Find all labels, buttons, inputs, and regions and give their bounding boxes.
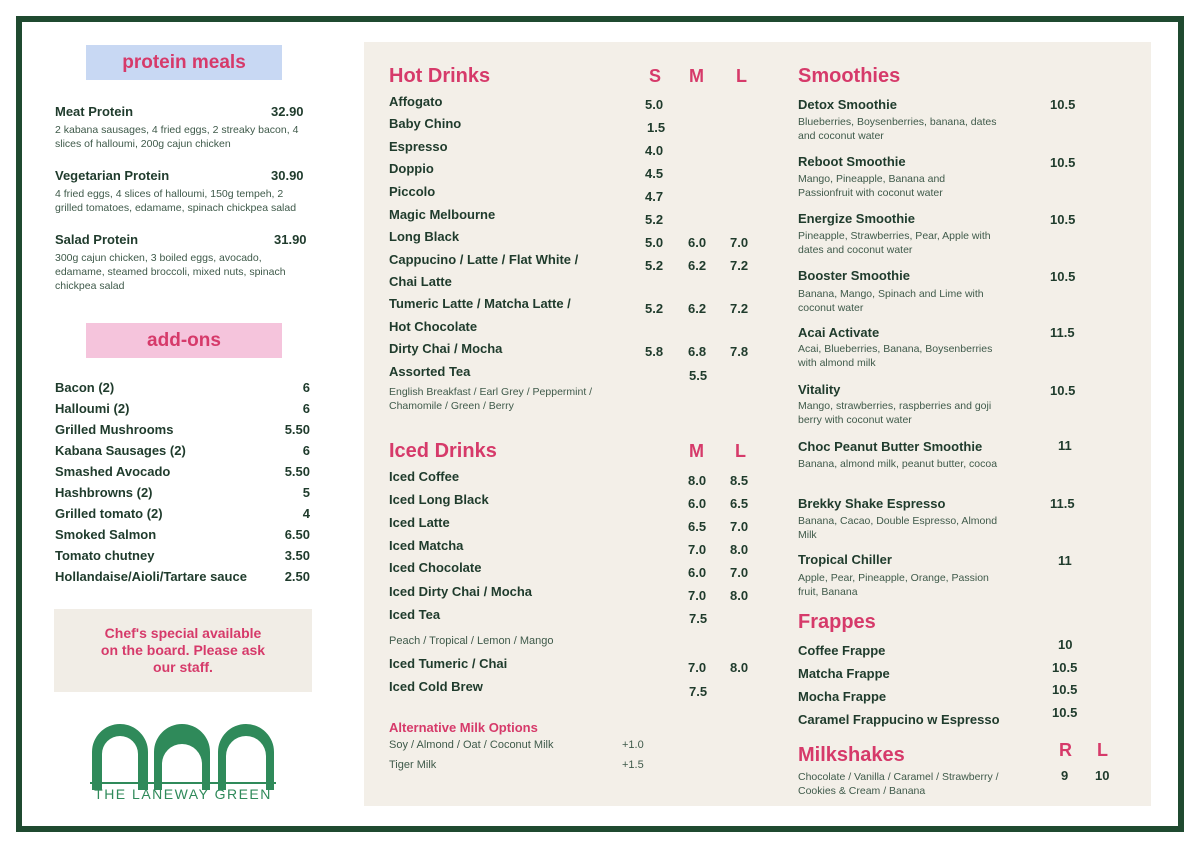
drink-name: Iced Latte (389, 515, 450, 530)
smoothie-description: Banana, almond milk, peanut butter, cocoa (798, 458, 998, 470)
smoothie-price: 10.5 (1050, 97, 1076, 112)
smoothie-price: 11.5 (1050, 496, 1075, 511)
price-s: 5.0 (645, 235, 664, 250)
special-line: on the board. Please ask (100, 642, 266, 658)
drink-name: Iced Cold Brew (389, 679, 483, 694)
drink-name: Iced Matcha (389, 538, 464, 553)
smoothie-name: Choc Peanut Butter Smoothie (798, 439, 983, 454)
smoothie-price: 10.5 (1050, 212, 1076, 227)
price-s: 5.2 (645, 301, 664, 316)
addon-price: 6 (302, 380, 310, 395)
alt-milk-price: +1.0 (622, 739, 644, 751)
price-l: 8.0 (730, 588, 749, 603)
smoothie-description: Mango, strawberries, raspberries and goji berry with coconut water (798, 400, 992, 426)
smoothies-title: Smoothies (798, 65, 901, 87)
frappe-price: 10.5 (1052, 660, 1078, 675)
price-l: 6.5 (730, 496, 749, 511)
drink-name: Iced Dirty Chai / Mocha (389, 584, 533, 599)
smoothie-name: Brekky Shake Espresso (798, 496, 946, 511)
addon-name: Bacon (2) (55, 380, 115, 395)
price-l: 7.0 (730, 565, 749, 580)
smoothie-description: Apple, Pear, Pineapple, Orange, Passion fruit, Banana (798, 572, 989, 598)
smoothie-description: Acai, Blueberries, Banana, Boysenberries with almond milk (798, 343, 993, 369)
price-m: 6.0 (688, 565, 707, 580)
size-header-r: R (1059, 740, 1072, 760)
smoothie-price: 11 (1058, 553, 1072, 568)
protein-meals-title: protein meals (86, 45, 282, 80)
frappe-name: Caramel Frappucino w Espresso (798, 712, 1000, 727)
price-l: 7.0 (730, 519, 749, 534)
price-s: 4.0 (645, 143, 664, 158)
price-s: 1.5 (647, 120, 666, 135)
smoothie-price: 10.5 (1050, 155, 1076, 170)
smoothie-name: Reboot Smoothie (798, 154, 906, 169)
drink-name: Iced Tea (389, 607, 441, 622)
addon-name: Grilled tomato (2) (55, 506, 163, 521)
smoothie-name: Vitality (798, 382, 841, 397)
size-header-l: L (735, 441, 746, 461)
alt-milk-name: Soy / Almond / Oat / Coconut Milk (389, 739, 554, 751)
size-header-m: M (689, 441, 704, 461)
price-l: 7.2 (730, 301, 749, 316)
meal-name: Meat Protein (55, 104, 134, 119)
iced-drinks-title: Iced Drinks (389, 440, 497, 462)
smoothie-name: Tropical Chiller (798, 552, 892, 567)
price-l: 8.0 (730, 660, 749, 675)
drink-name: Tumeric Latte / Matcha Latte / (389, 296, 571, 311)
alt-milk-price: +1.5 (622, 759, 644, 771)
addon-price: 2.50 (284, 569, 310, 584)
addon-name: Halloumi (2) (55, 401, 130, 416)
frappe-price: 10.5 (1052, 682, 1078, 697)
addons-title: add-ons (86, 323, 282, 358)
milkshake-description: Chocolate / Vanilla / Caramel / Strawberry / Cookies & Cream / Banana (798, 771, 999, 797)
tea-description: English Breakfast / Earl Grey / Peppermint / Chamomile / Green / Berry (389, 386, 593, 412)
addon-name: Kabana Sausages (2) (55, 443, 186, 458)
addon-price: 5.50 (284, 464, 310, 479)
drink-name: Hot Chocolate (389, 319, 478, 334)
frappes-title: Frappes (798, 611, 876, 633)
meal-price: 30.90 (271, 168, 304, 183)
drink-name: Cappucino / Latte / Flat White / (389, 252, 579, 267)
size-header-s: S (649, 66, 662, 86)
addon-price: 6.50 (284, 527, 310, 542)
meal-name: Salad Protein (55, 232, 139, 247)
price-l: 7.0 (730, 235, 749, 250)
meal-description: 4 fried eggs, 4 slices of halloumi, 150g tempeh, 2 grilled tomatoes, edamame, spinach chickpea salad (55, 188, 297, 214)
smoothie-name: Detox Smoothie (798, 97, 897, 112)
smoothie-name: Booster Smoothie (798, 268, 910, 283)
price-m: 6.2 (688, 301, 707, 316)
addon-price: 3.50 (284, 548, 310, 563)
smoothie-price: 10.5 (1050, 383, 1076, 398)
price-m: 6.2 (688, 258, 707, 273)
price-s: 4.5 (645, 166, 664, 181)
drink-name: Iced Chocolate (389, 560, 482, 575)
price-m: 5.5 (689, 368, 708, 383)
drink-name: Baby Chino (389, 116, 462, 131)
milkshakes-title: Milkshakes (798, 744, 905, 766)
drink-name: Doppio (389, 161, 434, 176)
price-m: 7.0 (688, 542, 707, 557)
addon-price: 4 (302, 506, 310, 521)
meal-price: 31.90 (274, 232, 307, 247)
addon-price: 6 (302, 401, 310, 416)
price-m: 6.0 (688, 235, 707, 250)
drink-name: Piccolo (389, 184, 436, 199)
smoothie-price: 11.5 (1050, 325, 1075, 340)
addon-name: Tomato chutney (55, 548, 155, 563)
smoothie-name: Energize Smoothie (798, 211, 916, 226)
smoothie-price: 11 (1058, 438, 1072, 453)
iced-tea-description: Peach / Tropical / Lemon / Mango (389, 635, 554, 647)
addon-name: Smashed Avocado (55, 464, 171, 479)
price-m: 7.0 (688, 588, 707, 603)
price-l: 8.5 (730, 473, 749, 488)
addon-price: 6 (302, 443, 310, 458)
addon-price: 5.50 (284, 422, 310, 437)
chefs-special-note (54, 609, 312, 692)
smoothie-description: Mango, Pineapple, Banana and Passionfruit with coconut water (798, 173, 946, 199)
size-header-l: L (1097, 740, 1108, 760)
price-s: 5.2 (645, 258, 664, 273)
price-m: 7.5 (689, 611, 708, 626)
meal-description: 2 kabana sausages, 4 fried eggs, 2 streaky bacon, 4 slices of halloumi, 200g cajun chicken (55, 124, 299, 150)
price-s: 5.0 (645, 97, 664, 112)
frappe-price: 10 (1058, 637, 1073, 652)
drink-name: Iced Tumeric / Chai (389, 656, 508, 671)
price-s: 5.2 (645, 212, 664, 227)
size-header-m: M (689, 66, 704, 86)
milkshake-price-l: 10 (1095, 768, 1110, 783)
brand-name: THE LANEWAY GREEN (94, 786, 272, 802)
frappe-name: Coffee Frappe (798, 643, 886, 658)
price-m: 6.8 (688, 344, 707, 359)
price-m: 8.0 (688, 473, 707, 488)
addon-name: Hollandaise/Aioli/Tartare sauce (55, 569, 247, 584)
frappe-name: Matcha Frappe (798, 666, 890, 681)
smoothie-description: Pineapple, Strawberries, Pear, Apple with dates and coconut water (798, 230, 991, 256)
smoothie-price: 10.5 (1050, 269, 1076, 284)
price-m: 6.5 (688, 519, 707, 534)
special-line: our staff. (153, 659, 213, 675)
addon-name: Grilled Mushrooms (55, 422, 174, 437)
drink-name: Iced Coffee (389, 469, 460, 484)
drink-name: Espresso (389, 139, 448, 154)
special-line: Chef's special available (104, 625, 262, 641)
price-s: 4.7 (645, 189, 664, 204)
price-l: 7.2 (730, 258, 749, 273)
milkshake-price-r: 9 (1061, 768, 1069, 783)
meal-name: Vegetarian Protein (55, 168, 170, 183)
smoothie-description: Banana, Cacao, Double Espresso, Almond Milk (798, 515, 998, 541)
meal-price: 32.90 (271, 104, 304, 119)
addon-name: Hashbrowns (2) (55, 485, 153, 500)
frappe-name: Mocha Frappe (798, 689, 887, 704)
drink-name: Affogato (389, 94, 443, 109)
alt-milk-name: Tiger Milk (389, 759, 437, 771)
drink-name: Chai Latte (389, 274, 452, 289)
frappe-price: 10.5 (1052, 705, 1078, 720)
alt-milk-title: Alternative Milk Options (389, 720, 538, 735)
drink-name: Long Black (389, 229, 460, 244)
addon-name: Smoked Salmon (55, 527, 157, 542)
addon-price: 5 (302, 485, 310, 500)
price-l: 7.8 (730, 344, 749, 359)
smoothie-name: Acai Activate (798, 325, 880, 340)
drink-name: Magic Melbourne (389, 207, 496, 222)
meal-description: 300g cajun chicken, 3 boiled eggs, avocado, edamame, steamed broccoli, mixed nuts, spinach chickpea salad (55, 252, 286, 292)
smoothie-description: Blueberries, Boysenberries, banana, dates and coconut water (798, 116, 997, 142)
smoothie-description: Banana, Mango, Spinach and Lime with coconut water (798, 288, 984, 314)
price-m: 7.5 (689, 684, 708, 699)
price-m: 6.0 (688, 496, 707, 511)
drink-name: Dirty Chai / Mocha (389, 341, 503, 356)
drink-name: Assorted Tea (389, 364, 471, 379)
price-m: 7.0 (688, 660, 707, 675)
drink-name: Iced Long Black (389, 492, 489, 507)
price-s: 5.8 (645, 344, 664, 359)
size-header-l: L (736, 66, 747, 86)
price-l: 8.0 (730, 542, 749, 557)
hot-drinks-title: Hot Drinks (389, 65, 491, 87)
